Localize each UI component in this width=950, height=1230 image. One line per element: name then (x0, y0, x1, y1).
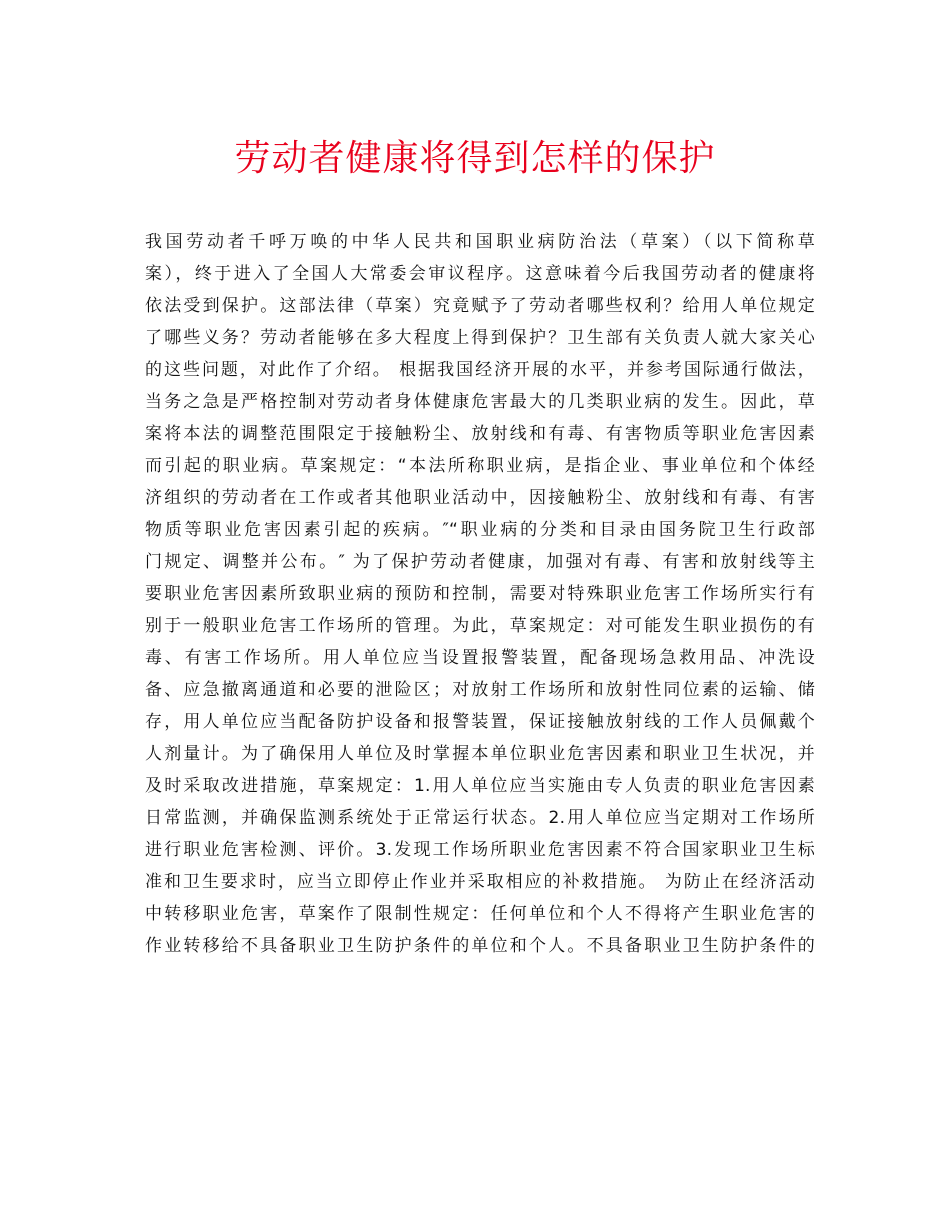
body-text-line: 人剂量计。为了确保用人单位及时掌握本单位职业危害因素和职业卫生状况，并 (145, 744, 815, 764)
body-text-line: 进行职业危害检测、评价。3.发现工作场所职业危害因素不符合国家职业卫生标 (145, 840, 815, 860)
body-text-line: 案将本法的调整范围限定于接触粉尘、放射线和有毒、有害物质等职业危害因素 (145, 424, 815, 444)
body-text-line: 的这些问题，对此作了介绍。 根据我国经济开展的水平，并参考国际通行做法， (145, 360, 815, 380)
document-body (145, 226, 815, 962)
body-text-line: 案），终于进入了全国人大常委会审议程序。这意味着今后我国劳动者的健康将 (145, 264, 815, 284)
body-text-line: 要职业危害因素所致职业病的预防和控制，需要对特殊职业危害工作场所实行有 (145, 584, 815, 604)
body-text-line: 而引起的职业病。草案规定：“本法所称职业病，是指企业、事业单位和个体经 (145, 456, 815, 476)
body-text-line: 了哪些义务？劳动者能够在多大程度上得到保护？卫生部有关负责人就大家关心 (145, 328, 815, 348)
body-text-line: 毒、有害工作场所。用人单位应当设置报警装置，配备现场急救用品、冲洗设 (145, 648, 815, 668)
body-text-line: 济组织的劳动者在工作或者其他职业活动中，因接触粉尘、放射线和有毒、有害 (145, 488, 815, 508)
body-text-line: 准和卫生要求时，应当立即停止作业并采取相应的补救措施。 为防止在经济活动 (145, 872, 815, 892)
body-text-line: 及时采取改进措施，草案规定：1.用人单位应当实施由专人负责的职业危害因素 (145, 776, 815, 796)
body-text-line: 备、应急撤离通道和必要的泄险区；对放射工作场所和放射性同位素的运输、储 (145, 680, 815, 700)
body-text-line: 我国劳动者千呼万唤的中华人民共和国职业病防治法（草案）（以下简称草 (145, 232, 815, 252)
body-text-line: 中转移职业危害，草案作了限制性规定：任何单位和个人不得将产生职业危害的 (145, 904, 815, 924)
body-text-line: 当务之急是严格控制对劳动者身体健康危害最大的几类职业病的发生。因此，草 (145, 392, 815, 412)
body-text-line: 存，用人单位应当配备防护设备和报警装置，保证接触放射线的工作人员佩戴个 (145, 712, 815, 732)
body-text-line: 物质等职业危害因素引起的疾病。″“职业病的分类和目录由国务院卫生行政部 (145, 520, 815, 540)
body-text-line: 作业转移给不具备职业卫生防护条件的单位和个人。不具备职业卫生防护条件的 (145, 936, 815, 956)
document-title: 劳动者健康将得到怎样的保护 (234, 138, 716, 179)
body-text-line: 依法受到保护。这部法律（草案）究竟赋予了劳动者哪些权利？给用人单位规定 (145, 296, 815, 316)
body-text-line: 别于一般职业危害工作场所的管理。为此，草案规定：对可能发生职业损伤的有 (145, 616, 815, 636)
body-text-line: 门规定、调整并公布。″ 为了保护劳动者健康，加强对有毒、有害和放射线等主 (145, 552, 815, 572)
body-text-line: 日常监测，并确保监测系统处于正常运行状态。2.用人单位应当定期对工作场所 (145, 808, 815, 828)
